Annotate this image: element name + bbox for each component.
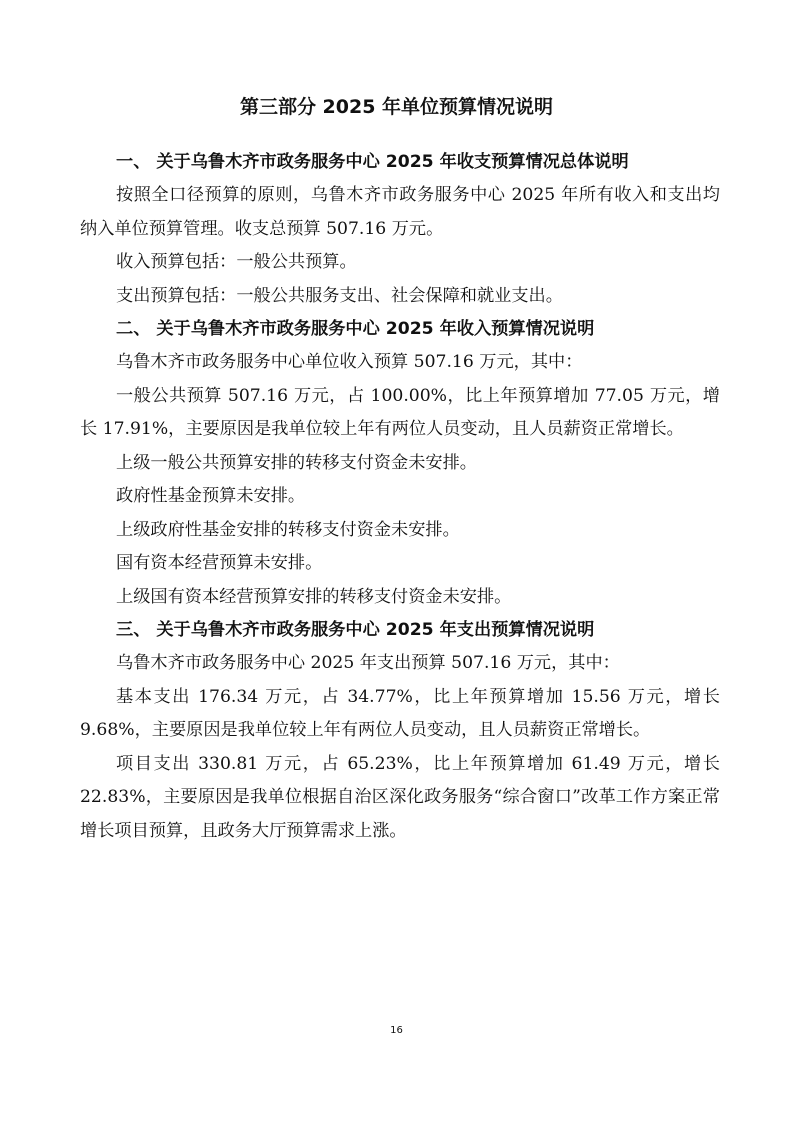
paragraph: 项目支出 330.81 万元，占 65.23%，比上年预算增加 61.49 万元，增长 22.83%，主要原因是我单位根据自治区深化政务服务“综合窗口”改革工作方案正常增长项目预算，且政务大厅预算需求上涨。 <box>80 753 720 841</box>
paragraph: 基本支出 176.34 万元，占 34.77%，比上年预算增加 15.56 万元，增长 9.68%，主要原因是我单位较上年有两位人员变动，且人员薪资正常增长。 <box>80 686 720 740</box>
section-heading-3: 三、 关于乌鲁木齐市政务服务中心 2025 年支出预算情况说明 <box>116 620 595 640</box>
page-title: 第三部分 2025 年单位预算情况说明 <box>239 96 554 118</box>
paragraph: 支出预算包括：一般公共服务支出、社会保障和就业支出。 <box>116 285 563 306</box>
section-heading-1: 一、 关于乌鲁木齐市政务服务中心 2025 年收支预算情况总体说明 <box>116 152 629 172</box>
paragraph: 上级政府性基金安排的转移支付资金未安排。 <box>116 519 460 540</box>
paragraph: 政府性基金预算未安排。 <box>116 486 306 506</box>
paragraph: 上级一般公共预算安排的转移支付资金未安排。 <box>116 452 477 473</box>
paragraph: 乌鲁木齐市政务服务中心单位收入预算 507.16 万元，其中： <box>116 352 583 372</box>
page-number: 16 <box>390 1025 403 1036</box>
paragraph: 一般公共预算 507.16 万元，占 100.00%，比上年预算增加 77.05 万元，增长 17.91%，主要原因是我单位较上年有两位人员变动，且人员薪资正常增长。 <box>80 385 720 439</box>
paragraph: 上级国有资本经营预算安排的转移支付资金未安排。 <box>116 586 512 607</box>
paragraph: 国有资本经营预算未安排。 <box>116 553 323 573</box>
paragraph: 乌鲁木齐市政务服务中心 2025 年支出预算 507.16 万元，其中： <box>116 653 620 673</box>
section-heading-2: 二、 关于乌鲁木齐市政务服务中心 2025 年收入预算情况说明 <box>116 319 595 339</box>
document-body <box>80 146 720 848</box>
paragraph: 按照全口径预算的原则，乌鲁木齐市政务服务中心 2025 年所有收入和支出均纳入单位预算管理。收支总预算 507.16 万元。 <box>80 185 720 239</box>
paragraph: 收入预算包括：一般公共预算。 <box>116 252 357 272</box>
